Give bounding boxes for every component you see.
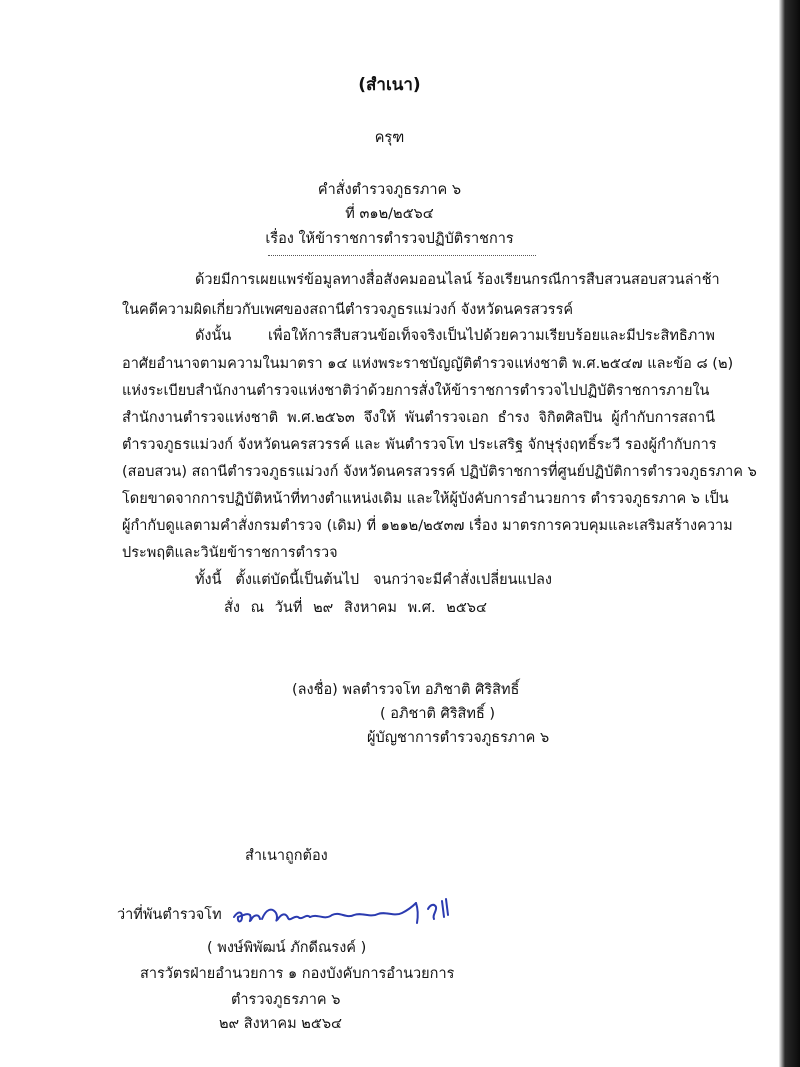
garuda-emblem-label: ครุฑ: [374, 130, 405, 146]
ordered-date: สั่ง ณ วันที่ ๒๙ สิงหาคม พ.ศ. ๒๕๖๔: [224, 600, 487, 616]
effective-statement: ทั้งนี้ ตั้งแต่บัดนี้เป็นต้นไป จนกว่าจะมีคำสั่งเปลี่ยนแปลง: [195, 572, 552, 588]
body-line-1: ด้วยมีการเผยแพร่ข้อมูลทางสื่อสังคมออนไลน์ ร้องเรียนกรณีการสืบสวนสอบสวนล่าช้า: [195, 272, 720, 288]
page-edge-shadow: [779, 0, 800, 1067]
body-line-11: ประพฤติและวินัยข้าราชการตำรวจ: [122, 545, 338, 561]
body-line-8: (สอบสวน) สถานีตำรวจภูธรแม่วงก์ จังหวัดนครสวรรค์ ปฏิบัติราชการที่ศูนย์ปฏิบัติการตำรวจภูธรภาค ๖: [122, 464, 757, 480]
body-line-10: ผู้กำกับดูแลตามคำสั่งกรมตำรวจ (เดิม) ที่ ๑๒๑๒/๒๕๓๗ เรื่อง มาตรการควบคุมและเสริมสร้างความ: [122, 518, 733, 534]
certifier-name: ( พงษ์พิพัฒน์ ภักดีณรงค์ ): [207, 940, 367, 956]
certified-copy-label: สำเนาถูกต้อง: [245, 848, 328, 864]
body-line-9: โดยขาดจากการปฏิบัติหน้าที่ทางตำแหน่งเดิม และให้ผู้บังคับการอำนวยการ ตำรวจภูธรภาค ๖ เป็น: [122, 491, 729, 507]
signed-name: ( อภิชาติ ศิริสิทธิ์ ): [380, 706, 496, 722]
body-line-6: สำนักงานตำรวจแห่งชาติ พ.ศ.๒๕๖๓ จึงให้ พันตำรวจเอก ธำรง จิกิตศิลปิน ผู้กำกับการสถานี: [122, 410, 715, 426]
copy-header: (สำเนา): [358, 75, 421, 95]
order-title: คำสั่งตำรวจภูธรภาค ๖: [317, 182, 462, 198]
body-line-3: ดังนั้น เพื่อให้การสืบสวนข้อเท็จจริงเป็นไปด้วยความเรียบร้อยและมีประสิทธิภาพ: [195, 328, 715, 344]
certified-date: ๒๙ สิงหาคม ๒๕๖๔: [219, 1016, 342, 1032]
certifier-position: สารวัตรฝ่ายอำนวยการ ๑ กองบังคับการอำนวยการ: [140, 966, 455, 982]
certifier-rank: ว่าที่พันตำรวจโท: [117, 907, 222, 923]
handwritten-signature: [232, 893, 454, 933]
separator-dotted-line: [268, 255, 536, 256]
signed-line: (ลงชื่อ) พลตำรวจโท อภิชาติ ศิริสิทธิ์: [292, 682, 520, 698]
certifier-unit: ตำรวจภูธรภาค ๖: [231, 992, 341, 1008]
body-line-2: ในคดีความผิดเกี่ยวกับเพศของสถานีตำรวจภูธรแม่วงก์ จังหวัดนครสวรรค์: [122, 302, 574, 318]
body-line-4: อาศัยอำนาจตามความในมาตรา ๑๔ แห่งพระราชบัญญัติตำรวจแห่งชาติ พ.ศ.๒๕๔๗ และข้อ ๘ (๒): [122, 356, 734, 372]
body-line-7: ตำรวจภูธรแม่วงก์ จังหวัดนครสวรรค์ และ พันตำรวจโท ประเสริฐ จักษุรุ่งฤทธิ์ระวี รองผู้กำกับการ: [122, 437, 717, 453]
order-number: ที่ ๓๑๒/๒๕๖๔: [345, 206, 434, 222]
signed-position: ผู้บัญชาการตำรวจภูธรภาค ๖: [367, 730, 550, 746]
body-line-5: แห่งระเบียบสำนักงานตำรวจแห่งชาติว่าด้วยการสั่งให้ข้าราชการตำรวจไปปฏิบัติราชการภายใน: [122, 383, 710, 399]
order-subject: เรื่อง ให้ข้าราชการตำรวจปฏิบัติราชการ: [265, 231, 514, 247]
